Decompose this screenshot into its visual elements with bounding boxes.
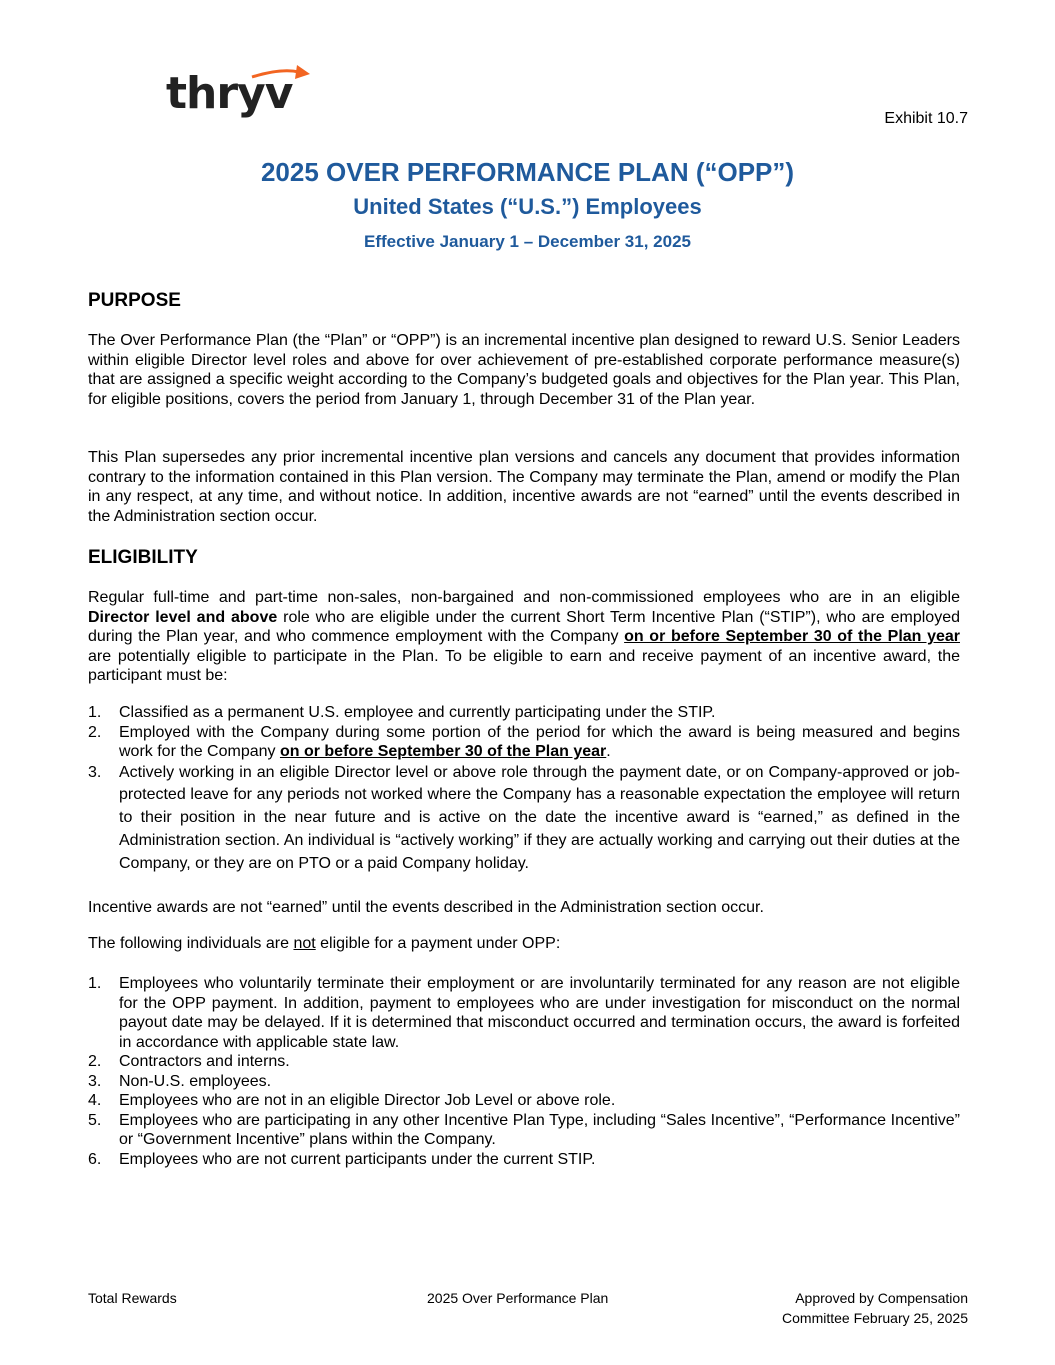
footer-right: [700, 1288, 968, 1328]
document-title: 2025 OVER PERFORMANCE PLAN (“OPP”): [260, 157, 795, 187]
list-item-text: Employed with the Company during some portion of the period for which the award is being measured and begins work for the Company: [119, 723, 960, 760]
intro-bold-deadline: on or before September 30 of the Plan year: [624, 628, 960, 645]
list-item: [88, 762, 960, 876]
thryv-logo: [166, 62, 311, 122]
list-number: 1.: [88, 975, 102, 992]
list-number: 2.: [88, 1053, 102, 1070]
exclusions-list: [88, 974, 960, 1169]
footer-right-line-2: Committee February 25, 2025: [782, 1310, 968, 1326]
exhibit-label: Exhibit 10.7: [884, 110, 968, 127]
intro-text: Regular full-time and part-time non-sales, non-bargained and non-commissioned employees who are in an eligible: [88, 589, 960, 606]
intro-text: role who are eligible under the current Short Term Incentive Plan (“STIP”), who are employed during the Plan year, and who commence employment with the Company: [88, 608, 960, 645]
footer-left: Total Rewards: [88, 1290, 177, 1306]
purpose-paragraph-2: This Plan supersedes any prior incremental incentive plan versions and cancels any document that provides information contrary to the information contained in this Plan version. The Company may terminate the Plan, amend or modify the Plan in any respect, at any time, and without notice. In addition, incentive awards are not “earned” until the events described in the Administration section occur.: [88, 449, 960, 525]
eligibility-intro: [88, 588, 960, 686]
logo-text: thryv: [166, 68, 293, 119]
requirements-list: [88, 703, 960, 875]
not-eligible-text: The following individuals are: [88, 935, 294, 952]
list-item: [88, 1111, 960, 1150]
footer-right-line-1: Approved by Compensation: [795, 1290, 968, 1306]
thryv-logo-graphic: [166, 62, 311, 122]
list-item: [88, 1052, 960, 1072]
purpose-paragraph-1: The Over Performance Plan (the “Plan” or “OPP”) is an incremental incentive plan designed to reward U.S. Senior Leaders within eligible Director level roles and above for over achievement of pre-established corporate performance measure(s) that are assigned a specific weight according to the Company’s budgeted goals and objectives for the Plan year. This Plan, for eligible positions, covers the period from January 1, through December 31 of the Plan year.: [88, 332, 960, 408]
eligibility-heading: ELIGIBILITY: [88, 547, 198, 568]
footer-center: 2025 Over Performance Plan: [427, 1290, 609, 1306]
intro-bold-director: Director level and above: [88, 608, 278, 626]
list-item-text: Actively working in an eligible Director level or above role through the payment date, or on Company-approved or job-protected leave for any periods not worked where the Company has a reasonable expectation the employee will return to their position in the near future and is active on the date the incentive award is “earned,” as defined in the Administration section. An individual is “actively working” if they are actually working and carrying out their duties at the Company, or they are on PTO or a paid Company holiday.: [119, 763, 960, 872]
list-item-text: Classified as a permanent U.S. employee and currently participating under the STIP.: [119, 704, 716, 721]
list-number: 1.: [88, 704, 102, 721]
list-number: 6.: [88, 1150, 102, 1168]
list-item-text: Employees who are not in an eligible Director Job Level or above role.: [119, 1092, 616, 1109]
list-item-text: .: [606, 743, 611, 760]
list-number: 3.: [88, 763, 102, 781]
not-eligible-intro: [88, 934, 960, 954]
list-item: [88, 1091, 960, 1111]
list-item-bold-deadline: on or before September 30 of the Plan year: [279, 743, 607, 760]
list-item-text: Employees who voluntarily terminate their employment or are involuntarily terminated for any reason are not eligible for the OPP payment. In addition, payment to employees who are under investigation for misconduct on the normal payout date may be delayed. If it is determined that misconduct occurred and termination occurs, the award is forfeited in accordance with applicable state law.: [119, 975, 960, 1051]
not-eligible-underlined: not: [293, 935, 316, 952]
list-number: 3.: [88, 1072, 102, 1090]
list-number: 5.: [88, 1111, 102, 1129]
list-item-text: Employees who are participating in any other Incentive Plan Type, including “Sales Incentive”, “Performance Incentive” or “Government Incentive” plans within the Company.: [119, 1111, 960, 1148]
list-item-text: Non-U.S. employees.: [119, 1072, 272, 1090]
intro-text: are potentially eligible to participate in the Plan. To be eligible to earn and receive payment of an incentive award, the participant must be:: [88, 647, 960, 684]
list-item: [88, 1072, 960, 1092]
list-item: [88, 703, 960, 723]
list-number: 4.: [88, 1092, 102, 1109]
effective-dates: Effective January 1 – December 31, 2025: [364, 232, 691, 251]
list-item-text: Contractors and interns.: [119, 1053, 290, 1070]
list-number: 2.: [88, 723, 102, 741]
earned-note: Incentive awards are not “earned” until the events described in the Administration section occur.: [88, 899, 764, 916]
list-item: [88, 723, 960, 762]
list-item: [88, 974, 960, 1052]
not-eligible-text: eligible for a payment under OPP:: [315, 935, 561, 952]
purpose-heading: PURPOSE: [88, 290, 181, 311]
list-item-text: Employees who are not current participants under the current STIP.: [119, 1150, 596, 1168]
list-item: [88, 1150, 960, 1170]
document-subtitle: United States (“U.S.”) Employees: [353, 194, 702, 219]
